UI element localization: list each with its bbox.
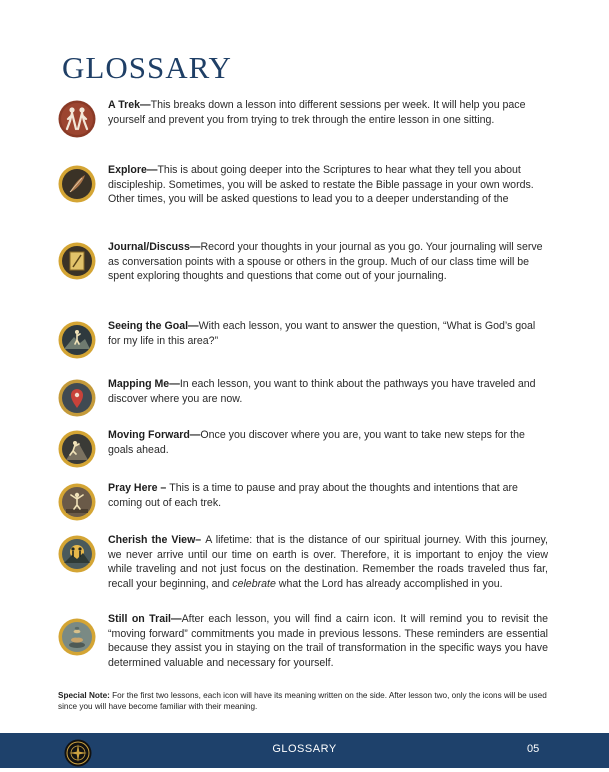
praying-figure-icon [58, 483, 96, 521]
entry-text [108, 533, 548, 591]
entry-term: Seeing the Goal— [108, 320, 199, 332]
entry-definition: Once you discover where you are, you want to take new steps for the goals ahead. [108, 429, 525, 456]
entry-term: Cherish the View– [108, 534, 206, 546]
special-note-text: For the first two lessons, each icon will have its meaning written on the side. After lesson two, only the icons will be used since you will have become familiar with their meaning. [58, 691, 547, 711]
footer-title: GLOSSARY [272, 743, 337, 755]
entry-definition: In each lesson, you want to think about the pathways you have traveled and discover where you are now. [108, 378, 536, 405]
entry-text [108, 319, 548, 359]
glossary-entry-mapping-me [58, 377, 548, 417]
climber-icon [58, 430, 96, 468]
hikers-icon [58, 100, 96, 138]
entry-term: Explore— [108, 164, 158, 176]
entry-definition: After each lesson, you will find a cairn icon. It will remind you to revisit the “moving forward” commitments you made in previous lessons. These reminders are essential because they assist you in staying on the trail of transformation in the specific ways you have determined valuable and necessary for yourself. [108, 613, 549, 669]
glossary-entry-pray-here [58, 481, 548, 521]
entry-definition: This is about going deeper into the Scriptures to hear what they tell you about discipleship. Sometimes, you will be asked to restate the Bible passage in your own words. Other times, you will be asked questions to lead you to a deeper understanding of the [108, 164, 534, 205]
entry-text [108, 377, 548, 417]
quill-icon [58, 165, 96, 203]
glossary-entry-trek [58, 98, 548, 138]
entry-term: A Trek— [108, 99, 151, 111]
entry-definition-part: A lifetime: that is the distance of our spiritual journey. With this journey, we never arrive until our time on earth is over. Therefore, it is important to enjoy the view while traveling and not just focus on the destination. Remember the roads traveled thus far, recall your beginning, and [108, 534, 548, 590]
entry-definition: This breaks down a lesson into different sessions per week. It will help you pace yourself and prevent you from trying to trek through the entire lesson in one sitting. [108, 99, 526, 126]
entry-text [108, 428, 548, 468]
entry-definition: This is a time to pause and pray about the thoughts and intentions that are coming out of each trek. [108, 482, 518, 509]
entry-text [108, 98, 548, 138]
entry-term: Pray Here – [108, 482, 170, 494]
glossary-entry-cherish-view [58, 533, 548, 591]
entry-term: Moving Forward— [108, 429, 201, 441]
entry-text [108, 240, 548, 284]
glossary-entry-seeing-goal [58, 319, 548, 359]
journal-icon [58, 242, 96, 280]
mountain-climber-icon [58, 321, 96, 359]
entry-definition-part: what the Lord has already accomplished in you. [275, 577, 503, 590]
cairn-icon [58, 618, 96, 656]
entry-term: Still on Trail— [108, 613, 182, 625]
viewpoint-icon [58, 535, 96, 573]
glossary-entry-still-on-trail [58, 612, 548, 670]
page-number: 05 [527, 743, 540, 755]
entry-text [108, 481, 548, 521]
entry-term: Mapping Me— [108, 378, 180, 390]
entry-definition-emphasis: celebrate [232, 577, 276, 590]
entry-text [108, 612, 548, 670]
map-pin-icon [58, 379, 96, 417]
glossary-entry-moving-forward [58, 428, 548, 468]
entry-term: Journal/Discuss— [108, 241, 201, 253]
special-note-label: Special Note: [58, 691, 110, 700]
entry-definition: Record your thoughts in your journal as you go. Your journaling will serve as conversation points with a spouse or others in the group. Much of our class time will be spent exploring thoughts and questions that come out of your journaling. [108, 241, 543, 282]
glossary-entry-explore [58, 163, 548, 207]
page-title: GLOSSARY [62, 50, 232, 85]
glossary-entry-journal [58, 240, 548, 284]
entry-definition: With each lesson, you want to answer the question, “What is God’s goal for my life in this area?” [108, 320, 536, 347]
special-note [58, 690, 553, 712]
entry-text [108, 163, 548, 207]
